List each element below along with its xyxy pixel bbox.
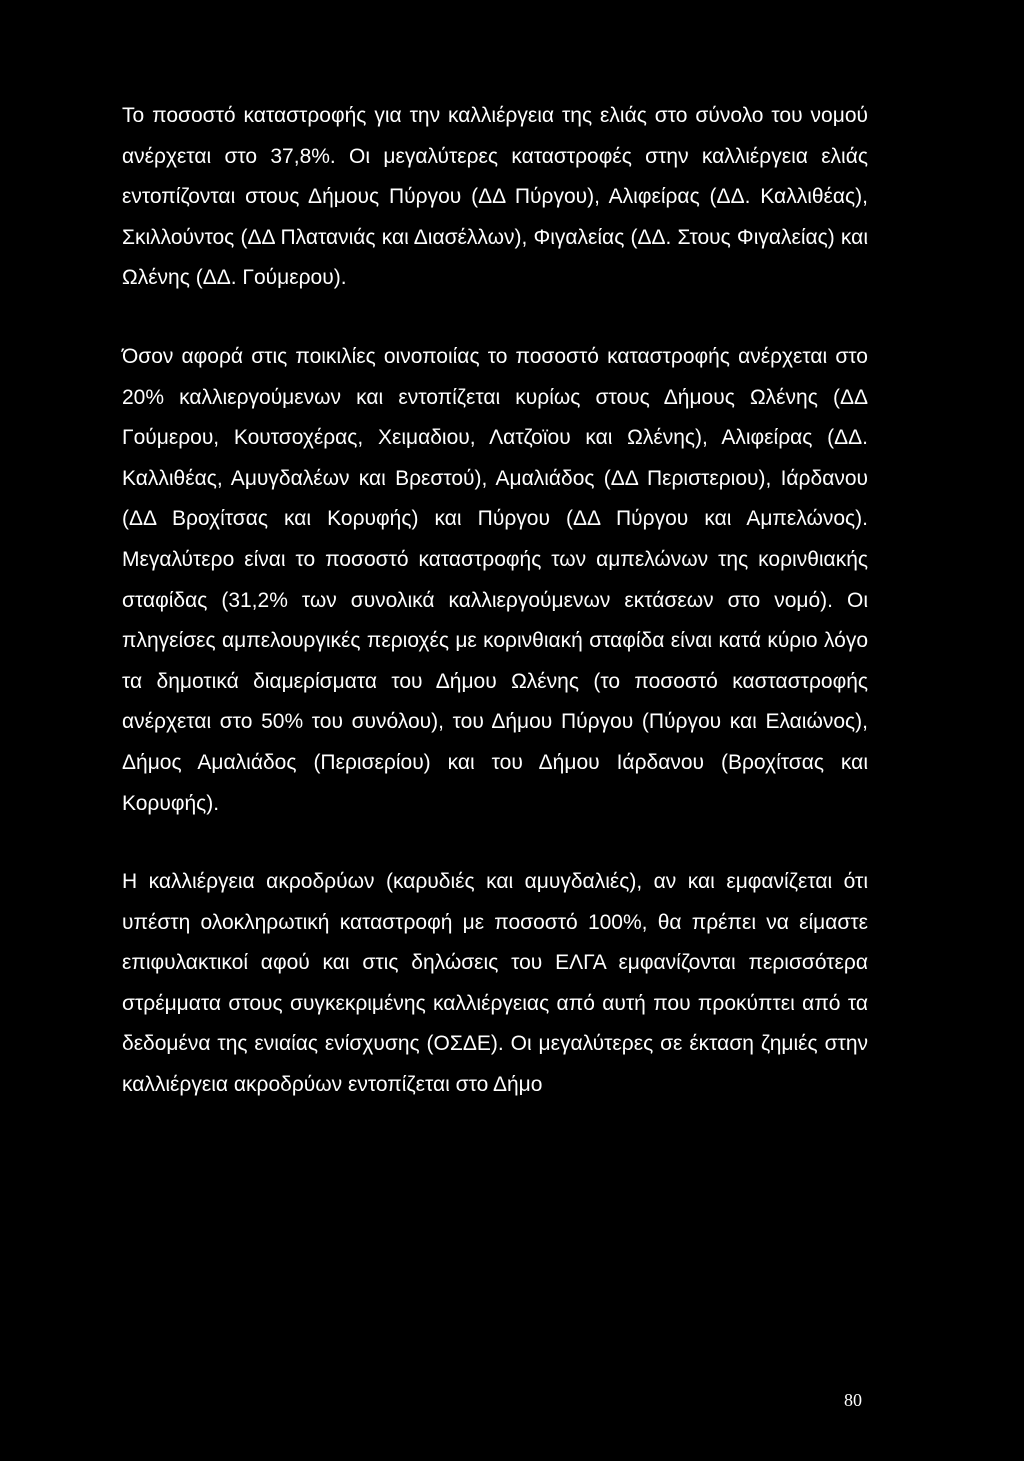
paragraph-nut-trees-damage: Η καλλιέργεια ακροδρύων (καρυδιές και αμυγδαλιές), αν και εμφανίζεται ότι υπέστη ολοκληρωτική καταστροφή με ποσοστό 100%, θα πρέπει να είμαστε επιφυλακτικοί αφού και στις δηλώσεις του ΕΛΓΑ εμφανίζονται περισσότερα στρέμματα στους συγκεκριμένης καλλιέργειας από αυτή που προκύπτει από τα δεδομένα της ενιαίας ενίσχυσης (ΟΣΔΕ). Οι μεγαλύτερες σε έκταση ζημιές στην καλλιέργεια ακροδρύων εντοπίζεται στο Δήμο: [122, 870, 868, 1097]
body-text: [122, 96, 868, 1144]
paragraph-olive-damage: Το ποσοστό καταστροφής για την καλλιέργεια της ελιάς στο σύνολο του νομού ανέρχεται στο 37,8%. Οι μεγαλύτερες καταστροφές στην καλλιέργεια ελιάς εντοπίζονται στους Δήμους Πύργου (ΔΔ Πύργου), Αλιφείρας (ΔΔ. Καλλιθέας), Σκιλλούντος (ΔΔ Πλατανιάς και Διασέλλων), Φιγαλείας (ΔΔ. Στους Φιγαλείας) και Ωλένης (ΔΔ. Γούμερου).: [122, 104, 868, 290]
page-number: 80: [844, 1390, 862, 1410]
paragraph-vine-damage: Όσον αφορά στις ποικιλίες οινοποιίας το ποσοστό καταστροφής ανέρχεται στο 20% καλλιεργούμενων και εντοπίζεται κυρίως στους Δήμους Ωλένης (ΔΔ Γούμερου, Κουτσοχέρας, Χειμαδιου, Λατζοϊου και Ωλένης), Αλιφείρας (ΔΔ. Καλλιθέας, Αμυγδαλέων και Βρεστού), Αμαλιάδος (ΔΔ Περιστεριου), Ιάρδανου (ΔΔ Βροχίτσας και Κορυφής) και Πύργου (ΔΔ Πύργου και Αμπελώνος). Μεγαλύτερο είναι το ποσοστό καταστροφής των αμπελώνων της κορινθιακής σταφίδας (31,2% των συνολικά καλλιεργούμενων εκτάσεων στο νομό). Οι πληγείσες αμπελουργικές περιοχές με κορινθιακή σταφίδα είναι κατά κύριο λόγο τα δημοτικά διαμερίσματα του Δήμου Ωλένης (το ποσοστό κασταστροφής ανέρχεται στο 50% του συνόλου), του Δήμου Πύργου (Πύργου και Ελαιώνος), Δήμος Αμαλιάδος (Περισερίου) και του Δήμου Ιάρδανου (Βροχίτσας και Κορυφής).: [122, 344, 868, 815]
